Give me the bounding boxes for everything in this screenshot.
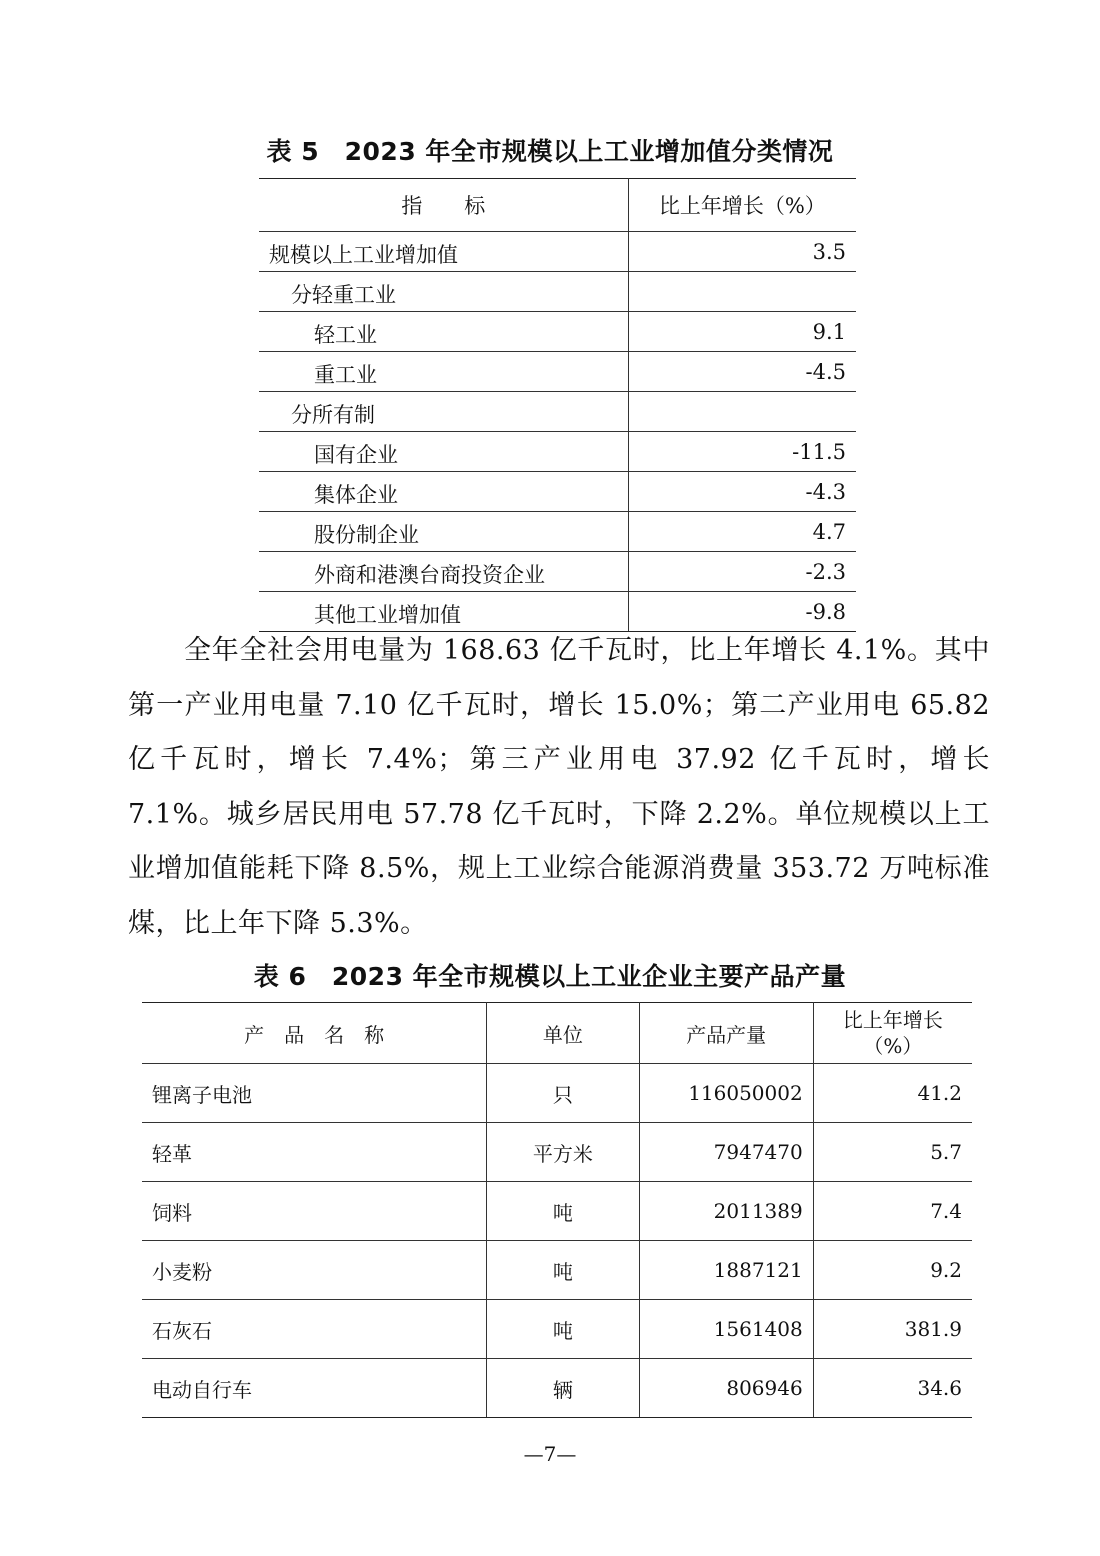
product-unit: 辆 (487, 1359, 639, 1418)
product-name: 轻革 (142, 1123, 487, 1182)
row-label: 重工业 (259, 352, 628, 392)
table-row (259, 312, 856, 352)
row-label: 国有企业 (259, 432, 628, 472)
row-label: 外商和港澳台商投资企业 (259, 552, 628, 592)
table6-header-unit: 单位 (487, 1003, 639, 1064)
row-value (628, 272, 856, 312)
product-unit: 吨 (487, 1300, 639, 1359)
table-row (259, 272, 856, 312)
table6-header-output: 产品产量 (639, 1003, 813, 1064)
table-row (142, 1064, 972, 1123)
product-growth: 5.7 (813, 1123, 972, 1182)
table6-header-growth-line2: （%） (863, 1034, 923, 1058)
table5 (259, 178, 856, 632)
row-label: 集体企业 (259, 472, 628, 512)
product-output: 806946 (639, 1359, 813, 1418)
table6-header-row (142, 1003, 972, 1064)
product-unit: 平方米 (487, 1123, 639, 1182)
row-value: -9.8 (628, 592, 856, 632)
row-value: 4.7 (628, 512, 856, 552)
table-row (259, 392, 856, 432)
table-row (142, 1123, 972, 1182)
row-label: 其他工业增加值 (259, 592, 628, 632)
table-row (142, 1359, 972, 1418)
row-value: -2.3 (628, 552, 856, 592)
row-label: 规模以上工业增加值 (259, 232, 628, 272)
product-name: 石灰石 (142, 1300, 487, 1359)
table-row (142, 1300, 972, 1359)
table-row (259, 232, 856, 272)
table-row (259, 512, 856, 552)
row-value: 3.5 (628, 232, 856, 272)
table-row (142, 1182, 972, 1241)
body-paragraph: 全年全社会用电量为 168.63 亿千瓦时，比上年增长 4.1%。其中第一产业用电量 7.10 亿千瓦时，增长 15.0%；第二产业用电 65.82 亿千瓦时，增长 7.4%；第三产业用电 37.92 亿千瓦时，增长 7.1%。城乡居民用电 57.78 亿千瓦时，下降 2.2%。单位规模以上工业增加值能耗下降 8.5%，规上工业综合能源消费量 353.72 万吨标准煤，比上年下降 5.3%。 (128, 635, 990, 939)
table-row (259, 352, 856, 392)
product-growth: 7.4 (813, 1182, 972, 1241)
table-row (259, 432, 856, 472)
product-name: 电动自行车 (142, 1359, 487, 1418)
product-unit: 吨 (487, 1182, 639, 1241)
product-growth: 34.6 (813, 1359, 972, 1418)
product-output: 116050002 (639, 1064, 813, 1123)
row-label: 股份制企业 (259, 512, 628, 552)
table6-caption: 表 6 2023 年全市规模以上工业企业主要产品产量 (253, 962, 847, 991)
table5-header-row (259, 179, 856, 232)
table-row (259, 552, 856, 592)
row-value: 9.1 (628, 312, 856, 352)
product-growth: 381.9 (813, 1300, 972, 1359)
page-number: —7— (523, 1442, 577, 1466)
table6 (142, 1002, 972, 1418)
row-value (628, 392, 856, 432)
product-output: 1561408 (639, 1300, 813, 1359)
product-name: 锂离子电池 (142, 1064, 487, 1123)
table5-caption: 表 5 2023 年全市规模以上工业增加值分类情况 (266, 137, 834, 166)
row-label: 轻工业 (259, 312, 628, 352)
table-row (259, 472, 856, 512)
table6-header-growth (813, 1003, 972, 1064)
product-output: 2011389 (639, 1182, 813, 1241)
table6-header-growth-line1: 比上年增长 (842, 1008, 943, 1032)
product-growth: 41.2 (813, 1064, 972, 1123)
row-value: -4.5 (628, 352, 856, 392)
product-name: 饲料 (142, 1182, 487, 1241)
product-output: 7947470 (639, 1123, 813, 1182)
row-value: -11.5 (628, 432, 856, 472)
row-label: 分轻重工业 (259, 272, 628, 312)
row-value: -4.3 (628, 472, 856, 512)
row-label: 分所有制 (259, 392, 628, 432)
table6-header-name: 产 品 名 称 (142, 1003, 487, 1064)
product-name: 小麦粉 (142, 1241, 487, 1300)
table-row (142, 1241, 972, 1300)
table5-header-indicator: 指 标 (259, 179, 628, 232)
product-unit: 吨 (487, 1241, 639, 1300)
product-growth: 9.2 (813, 1241, 972, 1300)
table5-header-growth: 比上年增长（%） (628, 179, 856, 232)
product-output: 1887121 (639, 1241, 813, 1300)
product-unit: 只 (487, 1064, 639, 1123)
